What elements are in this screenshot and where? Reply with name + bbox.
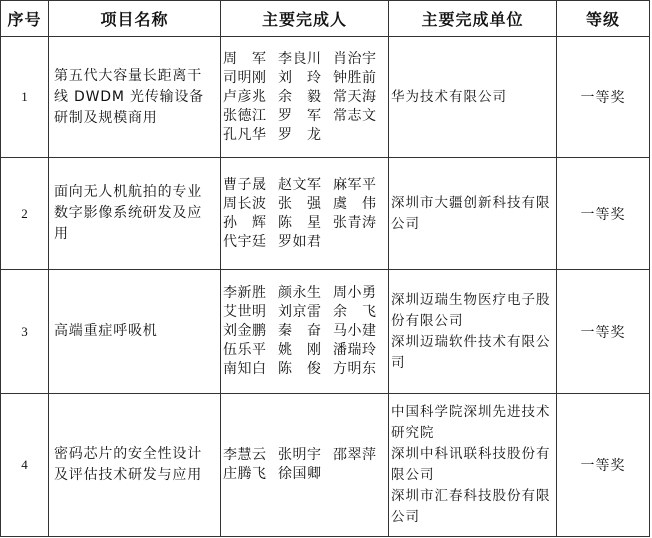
person-name: 伍乐平 — [223, 342, 267, 358]
person-name: 代宇廷 — [223, 233, 267, 250]
person-name: 余 飞 — [333, 304, 377, 320]
header-seq: 序号 — [1, 1, 49, 37]
person-name: 姚 刚 — [278, 342, 322, 358]
person-name: 钟胜前 — [333, 69, 377, 86]
cell-main-people — [221, 158, 389, 270]
cell-project-name: 密码芯片的安全性设计及评估技术研发与应用 — [49, 394, 221, 537]
person-name: 虞 伟 — [333, 195, 377, 212]
cell-main-unit — [389, 394, 557, 537]
person-name: 周 军 — [223, 50, 267, 67]
person-name: 周小勇 — [333, 285, 377, 301]
cell-seq: 2 — [1, 158, 49, 270]
person-name: 庄腾飞 — [223, 466, 267, 482]
cell-seq: 4 — [1, 394, 49, 537]
person-name: 张德江 — [223, 107, 267, 124]
people-list — [223, 176, 388, 252]
cell-main-unit — [389, 270, 557, 394]
person-name: 赵文军 — [278, 176, 322, 193]
unit-name: 深圳中科讯联科技股份有限公司 — [391, 446, 551, 483]
cell-main-people — [221, 394, 389, 537]
cell-main-people — [221, 37, 389, 158]
unit-name: 深圳市大疆创新科技有限公司 — [391, 194, 551, 232]
person-name: 刘金鹏 — [223, 323, 267, 339]
header-grade: 等级 — [557, 1, 650, 37]
person-name: 张 强 — [278, 195, 322, 212]
people-list — [223, 284, 388, 379]
person-name: 颜永生 — [278, 285, 322, 301]
person-name: 余 毅 — [278, 88, 322, 105]
table-row — [1, 394, 650, 537]
header-row — [1, 1, 650, 37]
person-name: 艾世明 — [223, 304, 267, 320]
person-name: 秦 奋 — [278, 323, 322, 339]
person-name: 李慧云 — [223, 447, 267, 463]
person-name: 司明刚 — [223, 69, 267, 86]
cell-grade: 一等奖 — [557, 270, 650, 394]
unit-name: 深圳迈瑞生物医疗电子股份有限公司 — [391, 291, 551, 329]
cell-main-people — [221, 270, 389, 394]
unit-name: 华为技术有限公司 — [391, 88, 507, 105]
person-name: 刘 玲 — [278, 69, 322, 86]
person-name: 张青涛 — [333, 214, 377, 231]
person-name: 徐国卿 — [278, 466, 322, 482]
person-name: 罗 龙 — [278, 126, 322, 143]
header-project-name: 项目名称 — [49, 1, 221, 37]
cell-grade: 一等奖 — [557, 158, 650, 270]
cell-project-name: 第五代大容量长距离干线 DWDM 光传输设备研制及规模商用 — [49, 37, 221, 158]
cell-grade: 一等奖 — [557, 37, 650, 158]
person-name: 肖治宇 — [333, 50, 377, 67]
person-name: 方明东 — [333, 361, 377, 377]
people-list — [223, 446, 388, 484]
cell-main-unit — [389, 37, 557, 158]
header-main-people: 主要完成人 — [221, 1, 389, 37]
cell-seq: 1 — [1, 37, 49, 158]
person-name: 陈 星 — [278, 214, 322, 231]
unit-name: 深圳迈瑞软件技术有限公司 — [391, 333, 551, 371]
person-name: 卢彦兆 — [223, 88, 267, 105]
table-row — [1, 158, 650, 270]
person-name: 常志文 — [333, 107, 377, 124]
person-name: 常天海 — [333, 88, 377, 105]
person-name: 潘瑞玲 — [333, 342, 377, 358]
header-main-unit: 主要完成单位 — [389, 1, 557, 37]
person-name: 南知白 — [223, 361, 267, 377]
cell-main-unit — [389, 158, 557, 270]
person-name: 刘京雷 — [278, 304, 322, 320]
person-name: 罗 军 — [278, 107, 322, 124]
person-name: 邵翠萍 — [333, 447, 377, 463]
person-name: 张明宇 — [278, 447, 322, 463]
cell-project-name: 高端重症呼吸机 — [49, 270, 221, 394]
person-name: 李新胜 — [223, 285, 267, 301]
cell-seq: 3 — [1, 270, 49, 394]
people-list — [223, 50, 388, 145]
person-name: 曹子晟 — [223, 176, 267, 193]
person-name: 周长波 — [223, 195, 267, 212]
person-name: 麻军平 — [333, 176, 377, 193]
person-name: 马小建 — [333, 323, 377, 339]
table-row — [1, 270, 650, 394]
person-name: 孙 辉 — [223, 214, 267, 231]
person-name: 李良川 — [278, 50, 322, 67]
table-row — [1, 37, 650, 158]
unit-name: 深圳市汇春科技股份有限公司 — [391, 488, 551, 525]
cell-project-name: 面向无人机航拍的专业数字影像系统研发及应用 — [49, 158, 221, 270]
unit-name: 中国科学院深圳先进技术研究院 — [391, 404, 551, 441]
person-name: 孔凡华 — [223, 126, 267, 143]
person-name: 罗如君 — [278, 233, 322, 250]
cell-grade: 一等奖 — [557, 394, 650, 537]
person-name: 陈 俊 — [278, 361, 322, 377]
